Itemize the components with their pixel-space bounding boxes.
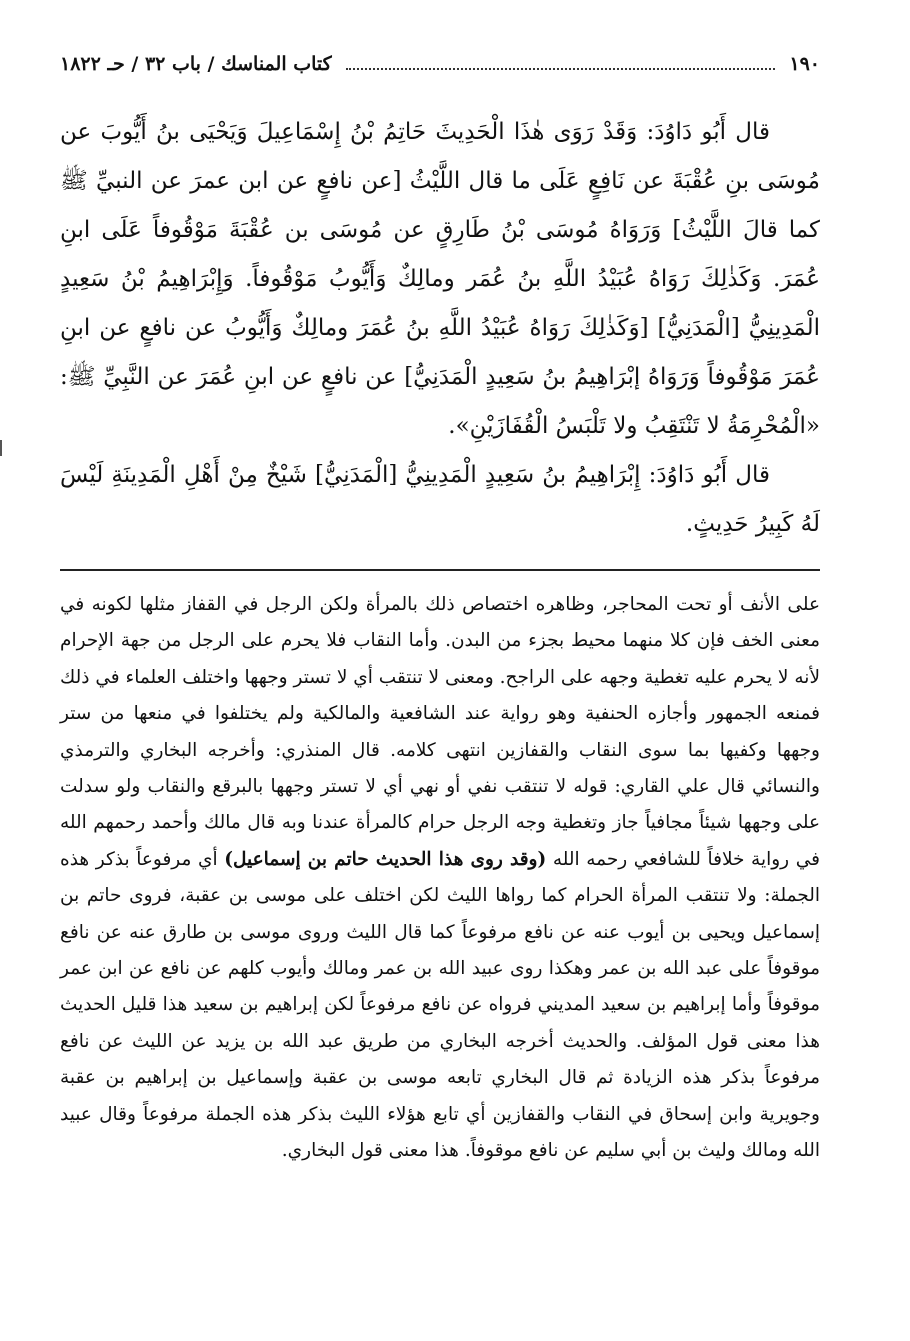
commentary-part-1: على الأنف أو تحت المحاجر، وظاهره اختصاص ذلك بالمرأة ولكن الرجل في القفاز مثلها لكونه في معنى الخف فإن كلا منهما محيط بجزء من البدن. وأما النقاب فلا يحرم على الرجل من جهة الإحرام لأنه لا يحرم عليه تغطية وجهه على الراجح. ومعنى لا تنتقب أي لا تستر وجهها واختلف العلماء في ذلك فمنعه الجمهور وأجازه الحنفية وهو رواية عند الشافعية والمالكية ولم يختلفوا في منعها من ستر وجهها وكفيها بما سوى النقاب والقفازين انتهى كلامه. قال المنذري: وأخرجه البخاري والترمذي والنسائي قال علي القاري: قوله لا تنتقب نفي أو نهي أي لا تستر وجهها بالبرقع والنقاب ولو سدلت على وجهها شيئاً مجافياً جاز وتغطية وجه الرجل حرام كالمرأة عندنا وبه قال مالك وأحمد رحمهم الله في رواية خلافاً للشافعي رحمه الله: [60, 594, 820, 870]
chapter-reference: كتاب المناسك / باب ٣٢ / حـ ١٨٢٢: [60, 53, 332, 75]
dotted-leader: [346, 58, 776, 70]
running-header: [60, 50, 820, 80]
page-number: ١٩٠: [789, 53, 820, 75]
footnote-separator: [60, 569, 820, 571]
commentary-paragraph: [60, 587, 820, 1170]
commentary-bold-citation: (وقد روى هذا الحديث حاتم بن إسماعيل): [224, 848, 547, 870]
hadith-text: [60, 108, 820, 549]
book-page: [60, 50, 820, 1320]
commentary-part-2: أي مرفوعاً بذكر هذه الجملة: ولا تنتقب المرأة الحرام كما رواها الليث لكن اختلف على موسى بن عقبة، فروى حاتم بن إسماعيل ويحيى بن أيوب عنه عن نافع مرفوعاً كما قال الليث وروى موسى بن طارق عنه عن نافع موقوفاً على عبد الله بن عمر وهكذا روى عبيد الله بن عمر ومالك وأيوب كلهم عن نافع عن ابن عمر موقوفاً وأما إبراهيم بن سعيد المديني فرواه عن نافع مرفوعاً لكن إبراهيم بن سعيد هذا قليل الحديث هذا معنى قول المؤلف. والحديث أخرجه البخاري من طريق عبد الله بن يزيد عن الليث عن نافع مرفوعاً بذكر هذه الزيادة ثم قال البخاري تابعه موسى بن عقبة وإسماعيل بن إبراهيم بن عقبة وجويرية وابن إسحاق في النقاب والقفازين أي تابع هؤلاء الليث بذكر هذه الجملة مرفوعاً وقال عبيد الله ومالك وليث بن أبي سليم عن نافع موقوفاً. هذا معنى قول البخاري.: [60, 848, 820, 1162]
commentary-text: [60, 587, 820, 1170]
hadith-paragraph-1: قال أَبُو دَاوُدَ: وَقَدْ رَوَى هٰذَا الْحَدِيثَ حَاتِمُ بْنُ إِسْمَاعِيلَ وَيَحْيَى بنُ أَيُّوبَ عن مُوسَى بنِ عُقْبَةَ عن نَافِعٍ عَلَى ما قال اللَّيْثُ [عن نافعٍ عن ابن عمرَ عن النبيِّ ﷺ كما قالَ اللَّيْثُ] وَرَوَاهُ مُوسَى بْنُ طَارِقٍ عن مُوسَى بن عُقْبَةَ مَوْقُوفاً عَلَى ابنِ عُمَرَ. وَكَذٰلِكَ رَوَاهُ عُبَيْدُ اللَّهِ بنُ عُمَر ومالِكٌ وَأَيُّوبُ مَوْقُوفاً. وَإِبْرَاهِيمُ بْنُ سَعِيدٍ الْمَدِينِيُّ [الْمَدَنِيُّ] [وَكَذٰلِكَ رَوَاهُ عُبَيْدُ اللَّهِ بنُ عُمَرَ ومالِكٌ وَأَيُّوبُ عن نافعٍ عن ابنِ عُمَرَ مَوْقُوفاً وَرَوَاهُ إبْرَاهِيمُ بنُ سَعِيدٍ الْمَدَنِيُّ] عن نافعٍ عن ابنِ عُمَرَ عن النَّبِيِّ ﷺ: «الْمُحْرِمَةُ لا تَنْتَقِبُ ولا تَلْبَسُ الْقُفَازَيْنِ».: [60, 119, 820, 439]
page-edge-mark: [0, 440, 8, 456]
hadith-paragraph-2: قال أَبُو دَاوُدَ: إِبْرَاهِيمُ بنُ سَعِيدٍ الْمَدِينِيُّ [الْمَدَنِيُّ] شَيْخٌ مِنْ أَهْلِ الْمَدِينَةِ لَيْسَ لَهُ كَبِيرُ حَدِيثٍ.: [60, 462, 820, 537]
